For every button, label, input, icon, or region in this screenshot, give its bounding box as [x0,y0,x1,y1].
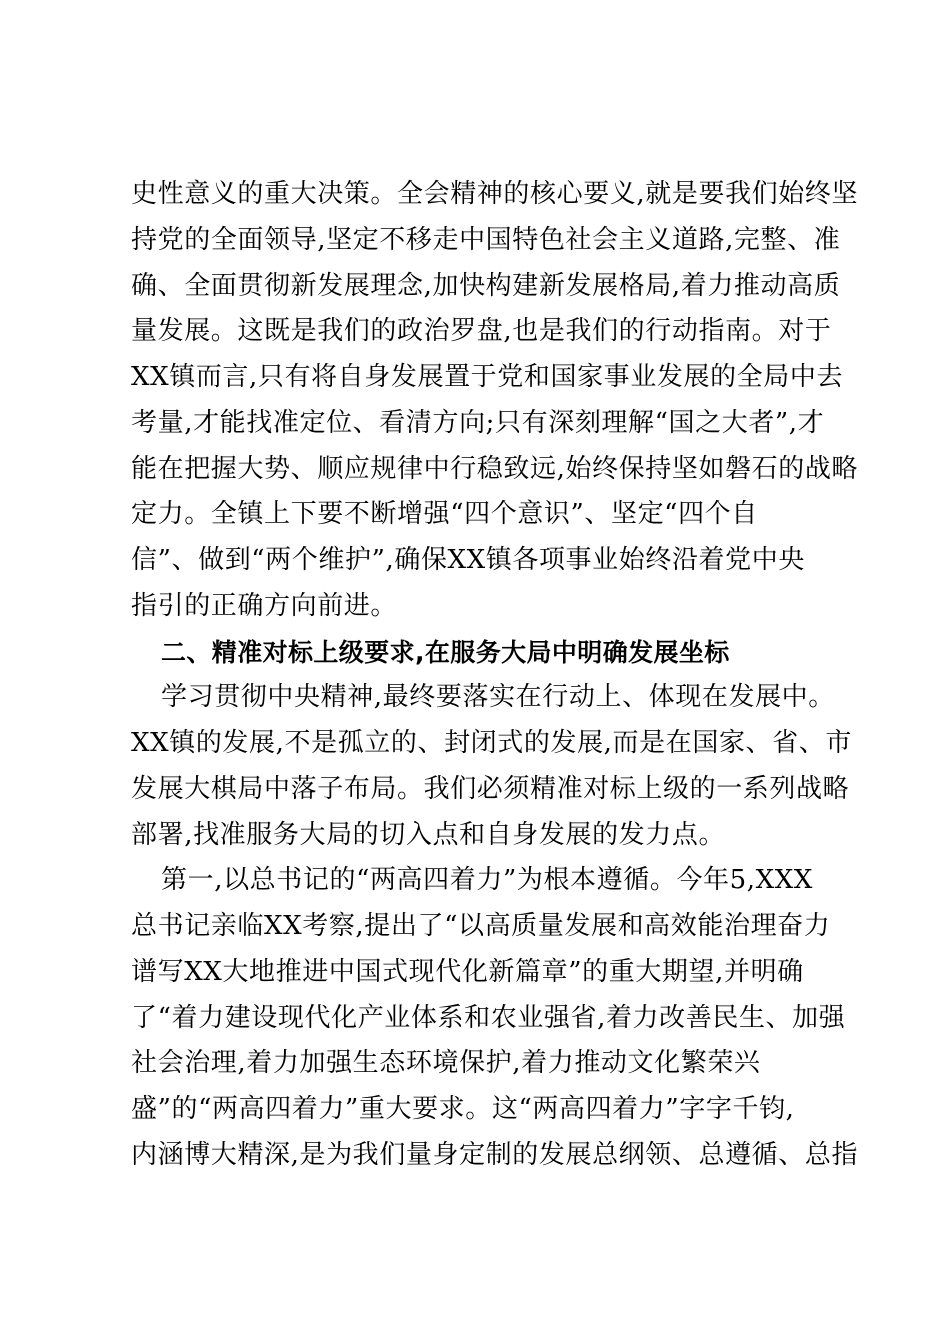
text-line: 学习贯彻中央精神,最终要落实在行动上、体现在发展中。 [161,682,835,713]
text-line: 指引的正确方向前进。 [131,590,398,621]
text-line: XX镇而言,只有将自身发展置于党和国家事业发展的全局中去 [131,362,844,392]
text-line: 发展大棋局中落子布局。我们必须精准对标上级的一系列战略 [131,773,850,804]
text-line: 第一,以总书记的“两高四着力”为根本遵循。今年5,XXX [161,865,813,896]
text-line: 总书记亲临XX考察,提出了“以高质量发展和高效能治理奋力 [131,911,831,941]
text-line: 部署,找准服务大局的切入点和自身发展的发力点。 [131,819,726,850]
text-line: 了“着力建设现代化产业体系和农业强省,着力改善民生、加强 [131,1002,846,1033]
text-line: 史性意义的重大决策。全会精神的核心要义,就是要我们始终坚 [131,179,859,209]
text-line: 内涵博大精深,是为我们量身定制的发展总纲领、总遵循、总指 [131,1139,859,1170]
text-line: 量发展。这既是我们的政治罗盘,也是我们的行动指南。对于 [131,316,832,347]
text-line: 盛”的“两高四着力”重大要求。这“两高四着力”字字千钧, [131,1094,795,1124]
text-line: 持党的全面领导,坚定不移走中国特色社会主义道路,完整、准 [131,224,841,255]
text-line: 能在把握大势、顺应规律中行稳致远,始终保持坚如磐石的战略 [131,453,859,484]
text-line: 确、全面贯彻新发展理念,加快构建新发展格局,着力推动高质 [131,270,841,301]
text-line: XX镇的发展,不是孤立的、封闭式的发展,而是在国家、省、市 [131,728,852,758]
text-line: 定力。全镇上下要不断增强“四个意识”、坚定“四个自 [131,499,758,530]
document-body [131,172,859,1179]
text-line: 谱写XX大地推进中国式现代化新篇章”的重大期望,并明确 [131,956,804,987]
section-heading: 二、精准对标上级要求,在服务大局中明确发展坐标 [161,637,730,667]
text-line: 信”、做到“两个维护”,确保XX镇各项事业始终沿着党中央 [131,545,805,575]
text-line: 社会治理,着力加强生态环境保护,着力推动文化繁荣兴 [131,1048,761,1079]
text-line: 考量,才能找准定位、看清方向;只有深刻理解“国之大者”,才 [131,407,825,438]
